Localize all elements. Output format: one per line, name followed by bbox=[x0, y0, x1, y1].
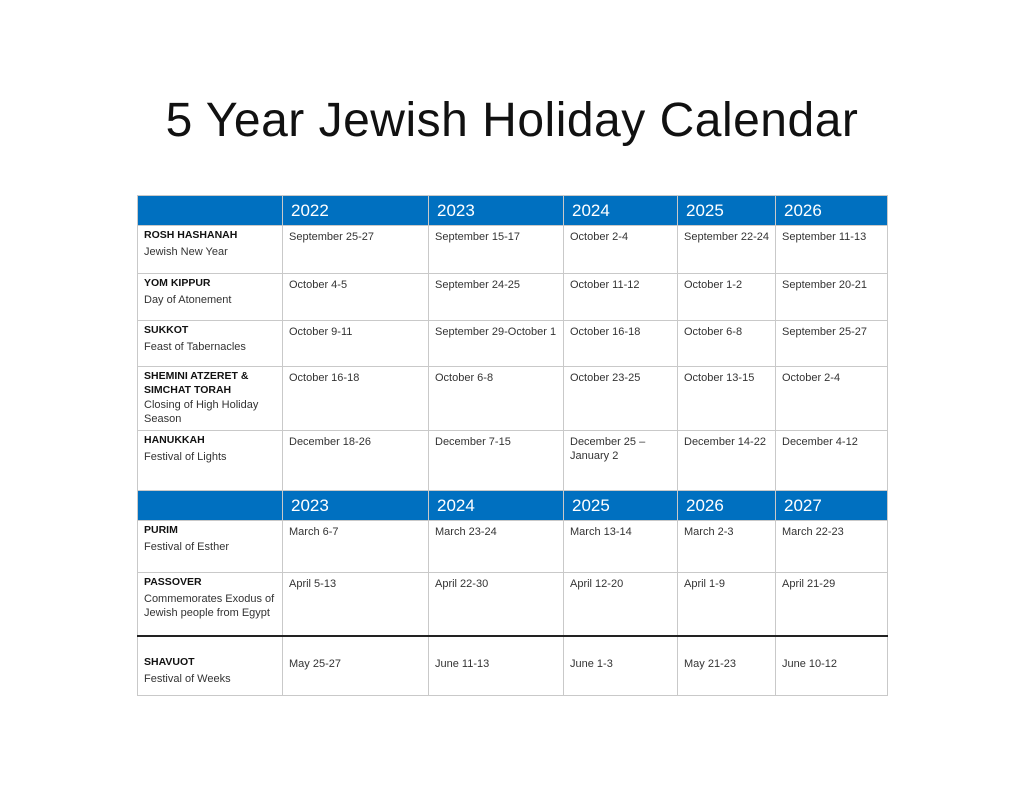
holiday-date-cell: October 16-18 bbox=[283, 367, 429, 431]
year-header-cell: 2026 bbox=[776, 196, 888, 226]
holiday-name: PASSOVER bbox=[144, 576, 202, 588]
holiday-description: Closing of High Holiday Season bbox=[144, 399, 259, 425]
holiday-description: Festival of Weeks bbox=[144, 672, 231, 685]
holiday-row-yom-kippur bbox=[138, 274, 888, 321]
holiday-name: HANUKKAH bbox=[144, 434, 205, 446]
holiday-row-purim bbox=[138, 521, 888, 573]
year-header-cell: 2024 bbox=[429, 491, 564, 521]
holiday-date-cell: December 14-22 bbox=[678, 431, 776, 491]
holiday-date-cell: September 20-21 bbox=[776, 274, 888, 321]
holiday-date-cell: March 6-7 bbox=[283, 521, 429, 573]
holiday-date-cell: March 13-14 bbox=[564, 521, 678, 573]
holiday-date-cell: September 24-25 bbox=[429, 274, 564, 321]
year-header-cell: 2023 bbox=[283, 491, 429, 521]
holiday-date-cell: October 1-2 bbox=[678, 274, 776, 321]
header-empty-cell bbox=[138, 196, 283, 226]
holiday-date-cell: September 11-13 bbox=[776, 226, 888, 274]
holiday-description: Commemorates Exodus of Jewish people from Egypt bbox=[144, 593, 275, 619]
holiday-date-cell: April 12-20 bbox=[564, 573, 678, 636]
holiday-date-cell: April 5-13 bbox=[283, 573, 429, 636]
holiday-date-cell: May 21-23 bbox=[678, 636, 776, 696]
holiday-row-shemini-atzeret bbox=[138, 367, 888, 431]
holiday-row-passover bbox=[138, 573, 888, 636]
holiday-row-sukkot bbox=[138, 321, 888, 367]
holiday-row-hanukkah bbox=[138, 431, 888, 491]
holiday-date-cell: March 23-24 bbox=[429, 521, 564, 573]
holiday-date-cell: December 4-12 bbox=[776, 431, 888, 491]
holiday-date-cell: September 15-17 bbox=[429, 226, 564, 274]
holiday-date-cell: May 25-27 bbox=[283, 636, 429, 696]
holiday-label-cell bbox=[138, 321, 283, 367]
year-header-cell: 2027 bbox=[776, 491, 888, 521]
year-header-cell: 2025 bbox=[678, 196, 776, 226]
holiday-date-cell: October 2-4 bbox=[564, 226, 678, 274]
holiday-date-cell: September 22-24 bbox=[678, 226, 776, 274]
year-header-cell: 2026 bbox=[678, 491, 776, 521]
holiday-date-cell: October 6-8 bbox=[429, 367, 564, 431]
header-empty-cell bbox=[138, 491, 283, 521]
holiday-date-cell: December 7-15 bbox=[429, 431, 564, 491]
holiday-date-cell: October 9-11 bbox=[283, 321, 429, 367]
year-header-cell: 2025 bbox=[564, 491, 678, 521]
holiday-name: SUKKOT bbox=[144, 324, 189, 336]
holiday-name: SHEMINI ATZERET & SIMCHAT TORAH bbox=[144, 370, 249, 396]
holiday-label-cell bbox=[138, 226, 283, 274]
year-header-row-1 bbox=[138, 196, 888, 226]
page-title: 5 Year Jewish Holiday Calendar bbox=[165, 94, 859, 147]
holiday-calendar-table bbox=[137, 195, 888, 696]
holiday-name: YOM KIPPUR bbox=[144, 277, 211, 289]
holiday-date-cell: October 13-15 bbox=[678, 367, 776, 431]
holiday-label-cell bbox=[138, 274, 283, 321]
holiday-date-cell: September 29-October 1 bbox=[429, 321, 564, 367]
holiday-description: Festival of Esther bbox=[144, 541, 229, 553]
holiday-date-cell: April 22-30 bbox=[429, 573, 564, 636]
year-header-cell: 2024 bbox=[564, 196, 678, 226]
holiday-date-cell: October 11-12 bbox=[564, 274, 678, 321]
holiday-row-rosh-hashanah bbox=[138, 226, 888, 274]
holiday-date-cell: October 16-18 bbox=[564, 321, 678, 367]
holiday-date-cell: April 1-9 bbox=[678, 573, 776, 636]
holiday-date-cell: June 10-12 bbox=[776, 636, 888, 696]
holiday-label-cell bbox=[138, 573, 283, 636]
holiday-date-cell: September 25-27 bbox=[283, 226, 429, 274]
holiday-date-cell: October 23-25 bbox=[564, 367, 678, 431]
holiday-row-shavuot bbox=[138, 636, 888, 696]
holiday-date-cell: December 18-26 bbox=[283, 431, 429, 491]
holiday-label-cell bbox=[138, 431, 283, 491]
holiday-description: Jewish New Year bbox=[144, 246, 228, 258]
holiday-date-cell: April 21-29 bbox=[776, 573, 888, 636]
holiday-date-cell: June 1-3 bbox=[564, 636, 678, 696]
year-header-cell: 2023 bbox=[429, 196, 564, 226]
holiday-name: ROSH HASHANAH bbox=[144, 229, 238, 241]
holiday-date-cell: September 25-27 bbox=[776, 321, 888, 367]
holiday-date-cell: June 11-13 bbox=[429, 636, 564, 696]
holiday-date-cell: March 22-23 bbox=[776, 521, 888, 573]
year-header-row-2 bbox=[138, 491, 888, 521]
holiday-date-cell: December 25 – January 2 bbox=[564, 431, 678, 491]
holiday-date-cell: October 2-4 bbox=[776, 367, 888, 431]
holiday-name: SHAVUOT bbox=[144, 655, 195, 668]
holiday-label-cell bbox=[138, 367, 283, 431]
holiday-name: PURIM bbox=[144, 524, 178, 536]
holiday-label-cell bbox=[138, 636, 283, 696]
holiday-description: Feast of Tabernacles bbox=[144, 341, 246, 353]
holiday-description: Day of Atonement bbox=[144, 294, 232, 306]
holiday-label-cell bbox=[138, 521, 283, 573]
year-header-cell: 2022 bbox=[283, 196, 429, 226]
holiday-date-cell: October 6-8 bbox=[678, 321, 776, 367]
holiday-date-cell: October 4-5 bbox=[283, 274, 429, 321]
holiday-description: Festival of Lights bbox=[144, 451, 227, 463]
holiday-date-cell: March 2-3 bbox=[678, 521, 776, 573]
